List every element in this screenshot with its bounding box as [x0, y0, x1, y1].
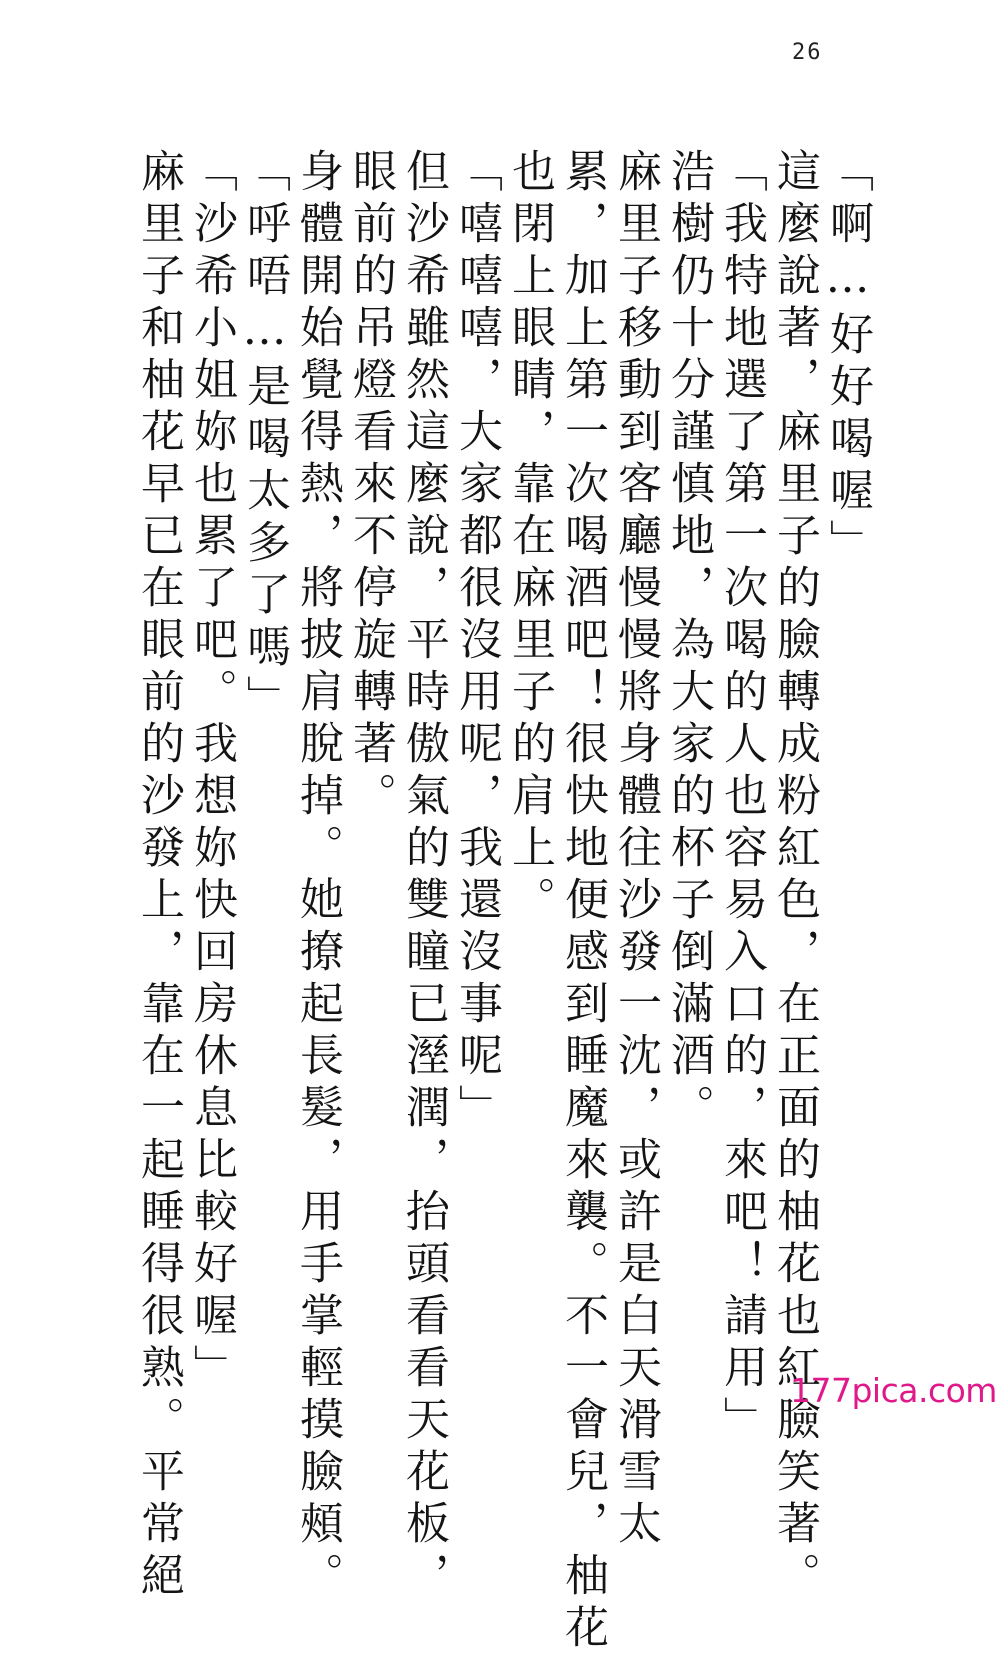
watermark-text: 177pica.com [790, 1371, 997, 1410]
text-column: 「啊…好好喝喔」 [822, 148, 873, 571]
text-column: 浩樹仍十分謹慎地，為大家的杯子倒滿酒。 [663, 148, 714, 1136]
text-column: 「呼唔…是喝太多了嗎」 [239, 148, 290, 727]
text-column: 麻里子和柚花早已在眼前的沙發上，靠在一起睡得很熟。平常絕 [133, 148, 184, 1604]
novel-text-body [132, 148, 874, 1656]
text-column: 身體開始覺得熱，將披肩脫掉。她撩起長髮，用手掌輕摸臉頰。 [292, 148, 343, 1604]
text-column: 累，加上第一次喝酒吧！很快地便感到睡魔來襲。不一會兒，柚花 [557, 148, 608, 1656]
text-column: 「沙希小姐妳也累了吧。我想妳快回房休息比較好喔」 [186, 148, 237, 1396]
text-column: 也閉上眼睛，靠在麻里子的肩上。 [504, 148, 555, 928]
text-column: 「我特地選了第一次喝的人也容易入口的，來吧！請用」 [716, 148, 767, 1448]
text-column: 這麼說著，麻里子的臉轉成粉紅色，在正面的柚花也紅臉笑著。 [769, 148, 820, 1604]
page-number: 26 [792, 40, 823, 65]
text-column: 麻里子移動到客廳慢慢將身體往沙發一沈，或許是白天滑雪太 [610, 148, 661, 1552]
text-column: 「嘻嘻嘻，大家都很沒用呢，我還沒事呢」 [451, 148, 502, 1136]
text-column: 眼前的吊燈看來不停旋轉著。 [345, 148, 396, 824]
text-column: 但沙希雖然這麼說，平時傲氣的雙瞳已溼潤，抬頭看看天花板， [398, 148, 449, 1604]
